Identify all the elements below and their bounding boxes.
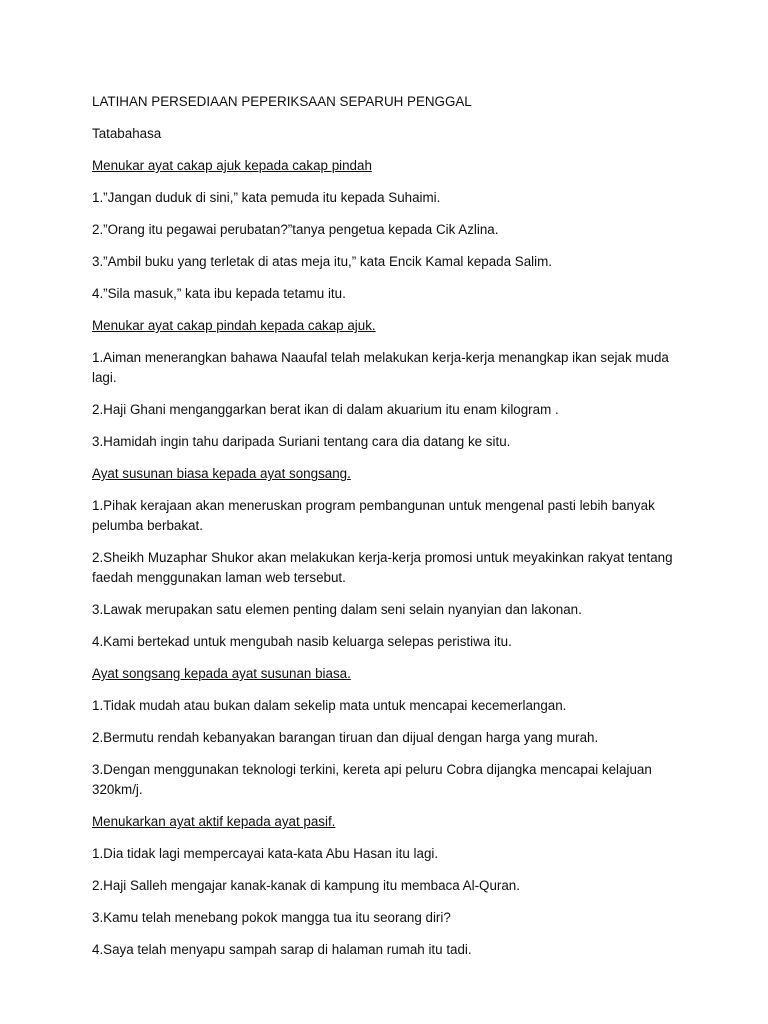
exercise-item: 1.Pihak kerajaan akan meneruskan program pembangunan untuk mengenal pasti lebih banyak pelumba berbakat. xyxy=(92,498,655,533)
exercise-item: 2.Haji Ghani menganggarkan berat ikan di dalam akuarium itu enam kilogram . xyxy=(92,402,559,417)
exercise-item: 4.Kami bertekad untuk mengubah nasib keluarga selepas peristiwa itu. xyxy=(92,634,512,649)
exercise-item: 4.Saya telah menyapu sampah sarap di halaman rumah itu tadi. xyxy=(92,942,472,957)
exercise-item: 2.Sheikh Muzaphar Shukor akan melakukan kerja-kerja promosi untuk meyakinkan rakyat tentang faedah menggunakan laman web tersebut. xyxy=(92,550,673,585)
exercise-item: 1.Dia tidak lagi mempercayai kata-kata Abu Hasan itu lagi. xyxy=(92,846,439,861)
section-heading: Ayat songsang kepada ayat susunan biasa. xyxy=(92,666,351,681)
exercise-item: 2.”Orang itu pegawai perubatan?”tanya pengetua kepada Cik Azlina. xyxy=(92,222,499,237)
exercise-item: 2.Bermutu rendah kebanyakan barangan tiruan dan dijual dengan harga yang murah. xyxy=(92,730,599,745)
document-subtitle: Tatabahasa xyxy=(92,126,162,141)
exercise-item: 3.Dengan menggunakan teknologi terkini, kereta api peluru Cobra dijangka mencapai kelajuan 320km/j. xyxy=(92,762,652,797)
exercise-item: 2.Haji Salleh mengajar kanak-kanak di kampung itu membaca Al-Quran. xyxy=(92,878,520,893)
document-title: LATIHAN PERSEDIAAN PEPERIKSAAN SEPARUH PENGGAL xyxy=(92,94,472,109)
section-heading: Menukarkan ayat aktif kepada ayat pasif. xyxy=(92,814,336,829)
section-heading: Menukar ayat cakap pindah kepada cakap ajuk. xyxy=(92,318,376,333)
section-5 xyxy=(92,812,688,960)
section-3 xyxy=(92,464,688,652)
exercise-item: 1.”Jangan duduk di sini,” kata pemuda itu kepada Suhaimi. xyxy=(92,190,441,205)
exercise-item: 3.”Ambil buku yang terletak di atas meja itu,” kata Encik Kamal kepada Salim. xyxy=(92,254,552,269)
section-heading: Menukar ayat cakap ajuk kepada cakap pindah xyxy=(92,158,372,173)
exercise-item: 3.Lawak merupakan satu elemen penting dalam seni selain nyanyian dan lakonan. xyxy=(92,602,582,617)
section-2 xyxy=(92,316,688,452)
section-4 xyxy=(92,664,688,800)
exercise-item: 3.Kamu telah menebang pokok mangga tua itu seorang diri? xyxy=(92,910,451,925)
exercise-item: 1.Aiman menerangkan bahawa Naaufal telah melakukan kerja-kerja menangkap ikan sejak muda lagi. xyxy=(92,350,669,385)
section-heading: Ayat susunan biasa kepada ayat songsang. xyxy=(92,466,351,481)
section-1 xyxy=(92,156,688,304)
exercise-item: 4.”Sila masuk,” kata ibu kepada tetamu itu. xyxy=(92,286,346,301)
exercise-item: 3.Hamidah ingin tahu daripada Suriani tentang cara dia datang ke situ. xyxy=(92,434,511,449)
exercise-item: 1.Tidak mudah atau bukan dalam sekelip mata untuk mencapai kecemerlangan. xyxy=(92,698,567,713)
